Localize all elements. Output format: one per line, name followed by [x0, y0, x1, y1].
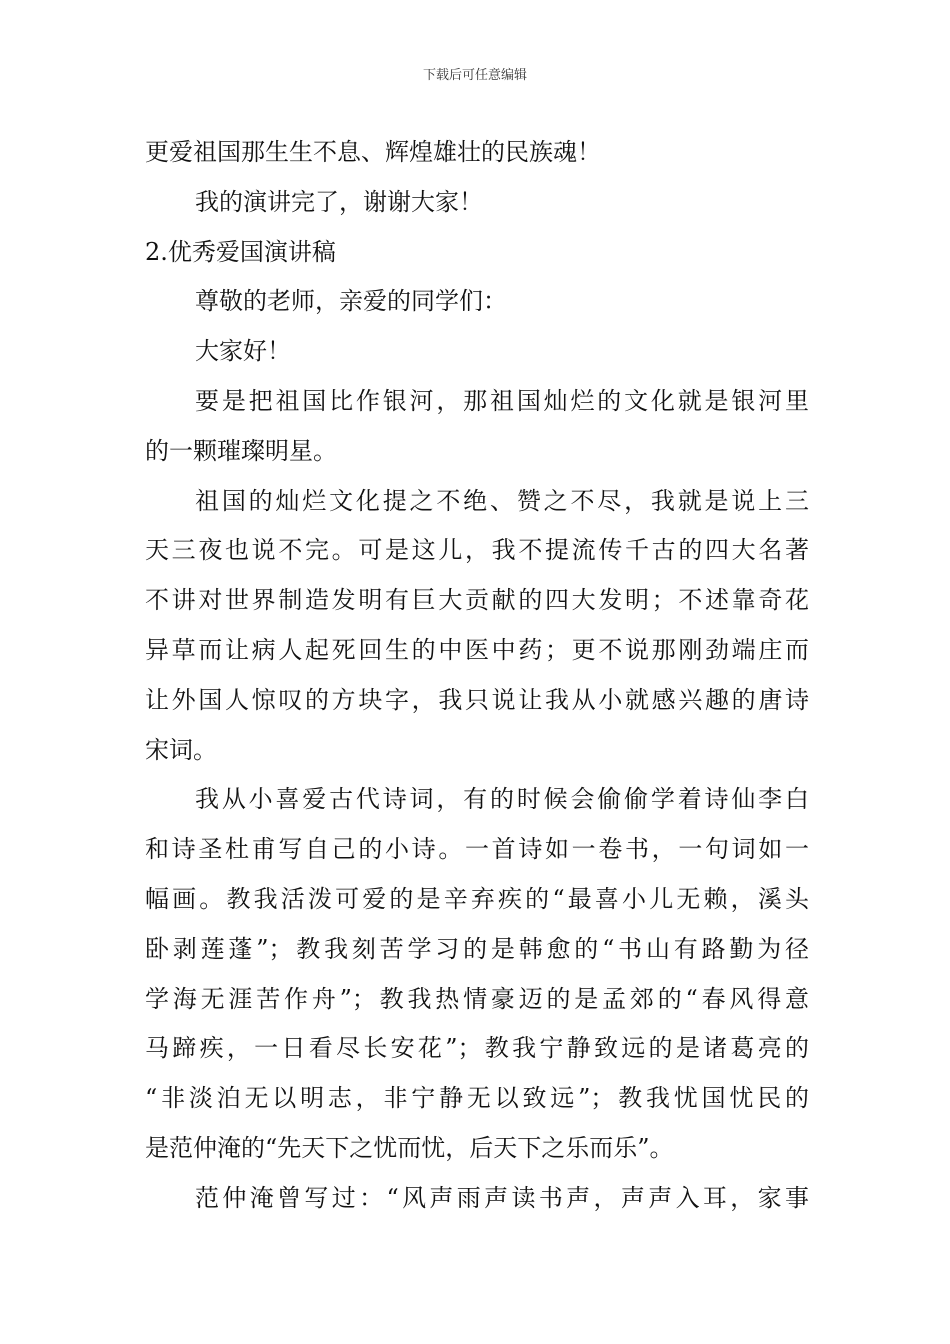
- document-body: [145, 128, 809, 1224]
- text-line: 马蹄疾，一日看尽长安花”；教我宁静致远的是诸葛亮的: [145, 1034, 809, 1063]
- text-line: 的一颗璀璨明星。: [145, 436, 337, 465]
- text-line: 幅画。教我活泼可爱的是辛弃疾的“最喜小儿无赖，溪头: [145, 884, 809, 913]
- section-heading: 2.优秀爱国演讲稿: [145, 237, 336, 266]
- text-line: 尊敬的老师，亲爱的同学们：: [195, 287, 507, 316]
- text-line: 宋词。: [145, 735, 217, 764]
- text-line: 祖国的灿烂文化提之不绝、赞之不尽，我就是说上三: [195, 486, 809, 515]
- page-header: 下载后可任意编辑: [422, 68, 527, 83]
- text-line: 大家好！: [195, 337, 291, 366]
- text-line: 要是把祖国比作银河，那祖国灿烂的文化就是银河里: [195, 386, 809, 415]
- text-line: 是范仲淹的“先天下之忧而忧，后天下之乐而乐”。: [145, 1133, 674, 1162]
- text-line: 天三夜也说不完。可是这儿，我不提流传千古的四大名著: [145, 536, 809, 565]
- text-line: 学海无涯苦作舟”；教我热情豪迈的是孟郊的“春风得意: [145, 984, 809, 1013]
- text-line: 异草而让病人起死回生的中医中药；更不说那刚劲端庄而: [145, 635, 809, 664]
- text-line: 我从小喜爱古代诗词，有的时候会偷偷学着诗仙李白: [195, 785, 809, 814]
- text-line: “非淡泊无以明志，非宁静无以致远”；教我忧国忧民的: [145, 1084, 809, 1113]
- text-line: 范仲淹曾写过：“风声雨声读书声，声声入耳，家事: [195, 1183, 809, 1212]
- text-line: 和诗圣杜甫写自己的小诗。一首诗如一卷书，一句词如一: [145, 835, 809, 864]
- text-line: 不讲对世界制造发明有巨大贡献的四大发明；不述靠奇花: [145, 586, 809, 615]
- text-line: 卧剥莲蓬”；教我刻苦学习的是韩愈的“书山有路勤为径: [145, 934, 809, 963]
- text-line: 更爱祖国那生生不息、辉煌雄壮的民族魂！: [145, 138, 601, 166]
- text-line: 让外国人惊叹的方块字，我只说让我从小就感兴趣的唐诗: [145, 685, 809, 714]
- text-line: 我的演讲完了，谢谢大家！: [195, 187, 483, 216]
